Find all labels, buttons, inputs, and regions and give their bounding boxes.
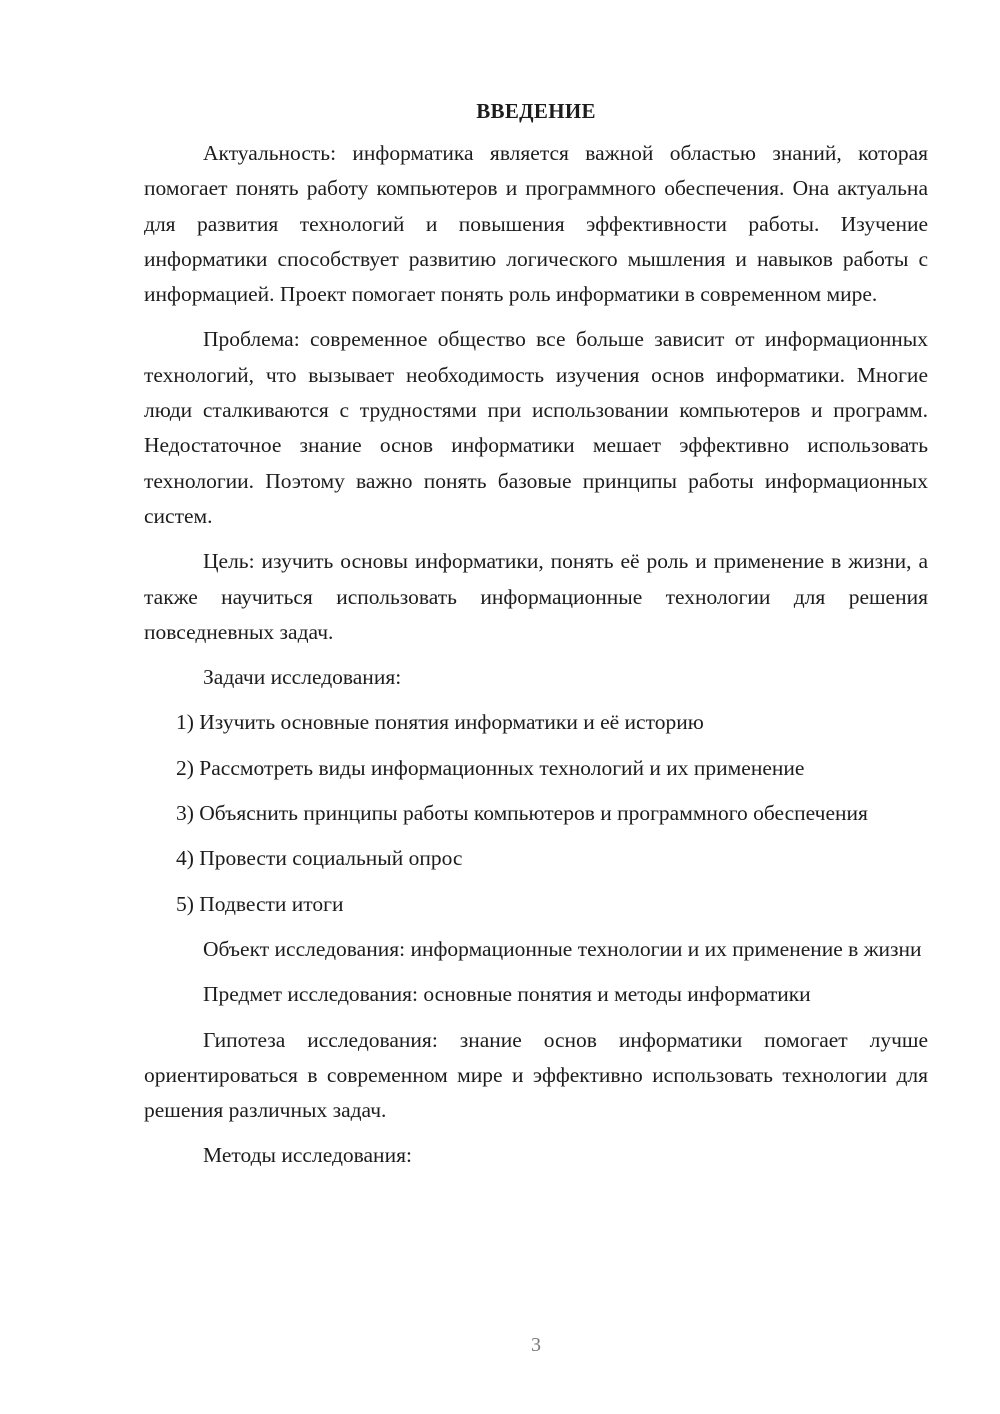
task-item: 3) Объяснить принципы работы компьютеров и программного обеспечения bbox=[176, 801, 868, 826]
object-paragraph: Объект исследования: информационные технологии и их применение в жизни bbox=[203, 936, 922, 961]
section-heading: ВВЕДЕНИЕ bbox=[476, 99, 596, 123]
tasks-title: Задачи исследования: bbox=[203, 665, 402, 690]
subject-paragraph: Предмет исследования: основные понятия и методы информатики bbox=[203, 982, 811, 1007]
goal-paragraph: Цель: изучить основы информатики, понять её роль и применение в жизни, а также научиться использовать информационные технологии для решения повседневных задач. bbox=[144, 549, 928, 644]
problem-paragraph: Проблема: современное общество все больше зависит от информационных технологий, что вызывает необходимость изучения основ информатики. Многие люди сталкиваются с трудностями при использовании компьютеров и программ. Недостаточное знание основ информатики мешает эффективно использовать технологии. Поэтому важно понять базовые принципы работы информационных систем. bbox=[144, 327, 928, 528]
task-item: 5) Подвести итоги bbox=[176, 891, 344, 916]
document-page bbox=[144, 94, 928, 1184]
methods-paragraph: Методы исследования: bbox=[203, 1143, 412, 1168]
task-item: 1) Изучить основные понятия информатики и её историю bbox=[176, 710, 704, 735]
hypothesis-paragraph: Гипотеза исследования: знание основ информатики помогает лучше ориентироваться в современном мире и эффективно использовать технологии для решения различных задач. bbox=[144, 1027, 928, 1123]
task-item: 4) Провести социальный опрос bbox=[176, 846, 463, 871]
task-item: 2) Рассмотреть виды информационных технологий и их применение bbox=[176, 755, 805, 780]
page-number: 3 bbox=[531, 1334, 541, 1356]
relevance-paragraph: Актуальность: информатика является важной областью знаний, которая помогает понять работу компьютеров и программного обеспечения. Она актуальна для развития технологий и повышения эффективности работы. Изучение информатики способствует развитию логического мышления и навыков работы с информацией. Проект помогает понять роль информатики в современном мире. bbox=[144, 141, 928, 307]
